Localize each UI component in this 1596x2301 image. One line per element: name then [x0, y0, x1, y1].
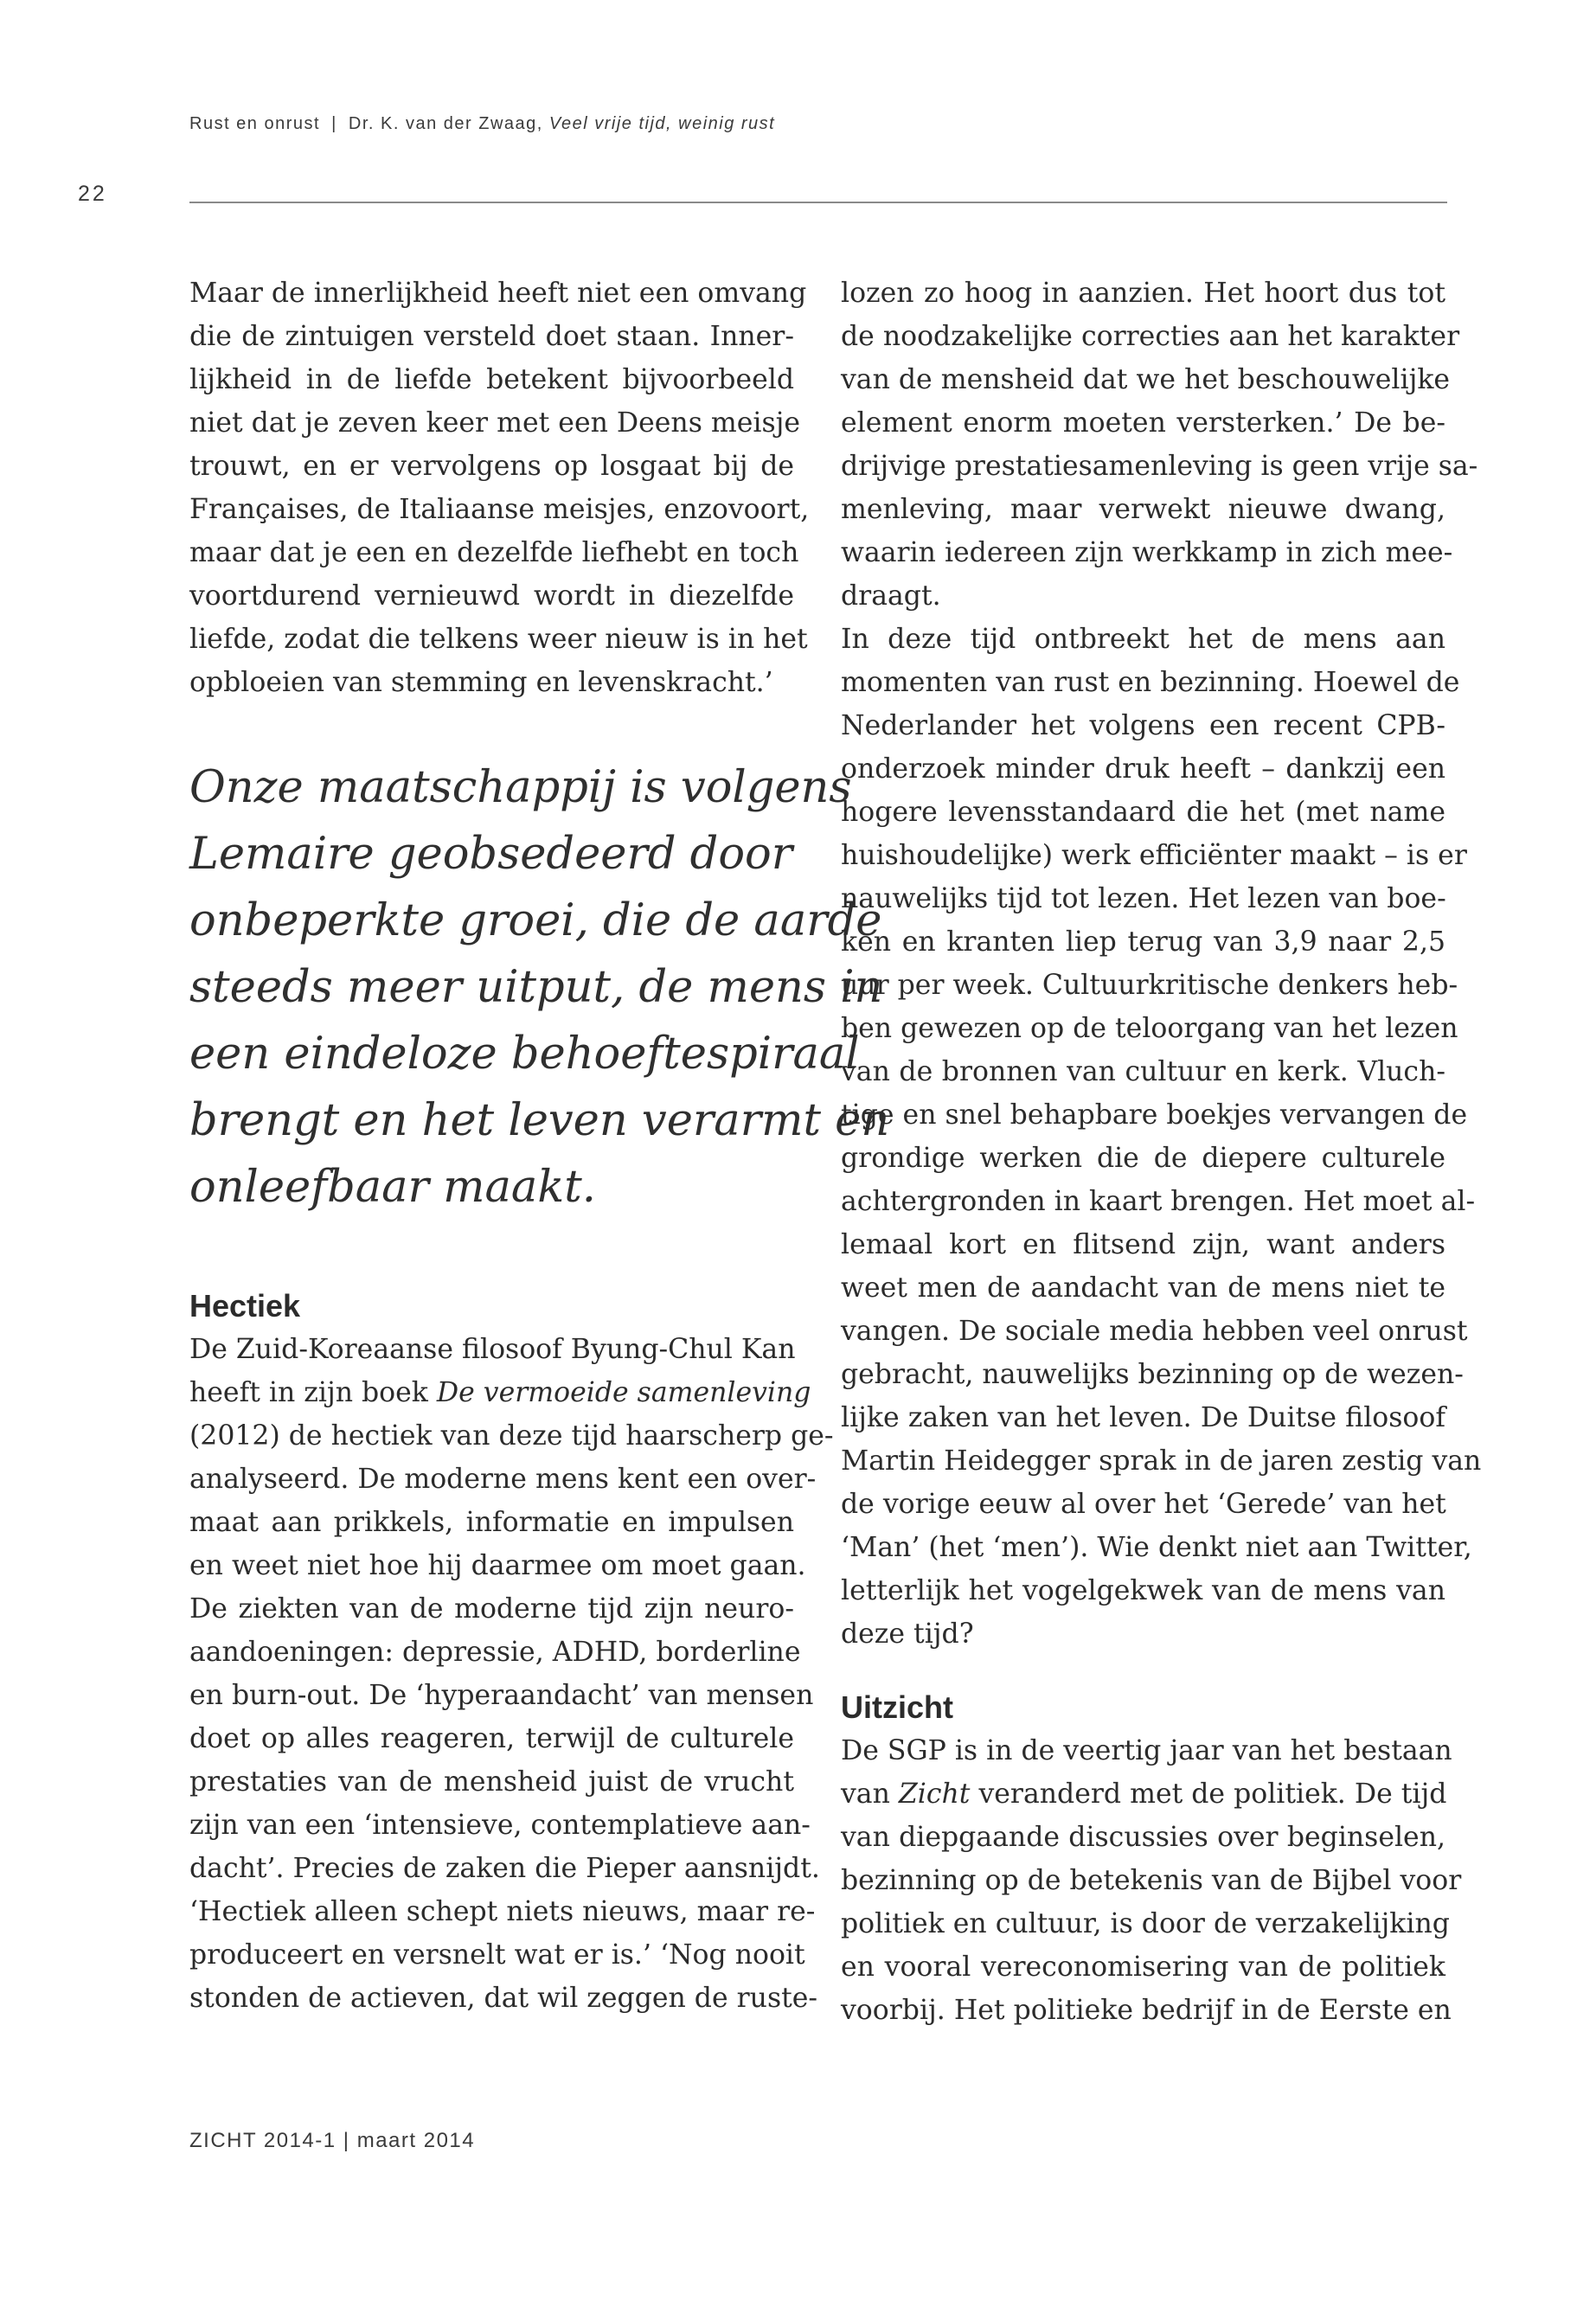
pull-quote-line: steeds meer uitput, de mens in: [189, 962, 883, 1013]
magazine-title: Zicht: [898, 1779, 971, 1810]
text-line: De Zuid-Koreaanse filosoof Byung-Chul Kan: [189, 1334, 796, 1365]
paragraph-continued: [841, 272, 1478, 618]
text-line: lemaal kort en flitsend zijn, want anders: [841, 1229, 1445, 1260]
page-footer: [189, 2129, 475, 2153]
text-line: de vorige eeuw al over het ‘Gerede’ van het: [841, 1489, 1446, 1520]
text-line: politiek en cultuur, is door de verzakelijking: [841, 1908, 1450, 1939]
text-line: Maar de innerlijkheid heeft niet een omvang: [189, 278, 807, 309]
text-line: ‘Man’ (het ‘men’). Wie denkt niet aan Twitter,: [841, 1532, 1472, 1563]
text-line: van de mensheid dat we het beschouwelijke: [841, 364, 1451, 395]
text-line: deze tijd?: [841, 1618, 974, 1650]
text-line: vangen. De sociale media hebben veel onrust: [841, 1316, 1468, 1347]
text-line: van diepgaande discussies over beginselen,: [841, 1822, 1445, 1853]
text-line: (2012) de hectiek van deze tijd haarscherp ge-: [189, 1420, 834, 1452]
text-line: ken en kranten liep terug van 3,9 naar 2,5: [841, 926, 1445, 958]
running-head: [189, 114, 775, 134]
text-line: De SGP is in de veertig jaar van het bestaan: [841, 1735, 1452, 1766]
text-line: van de bronnen van cultuur en kerk. Vluch-: [841, 1056, 1445, 1087]
text-line: prestaties van de mensheid juist de vrucht: [189, 1766, 794, 1798]
text-line: Nederlander het volgens een recent CPB-: [841, 710, 1445, 741]
pull-quote: [189, 754, 890, 1221]
paragraph-rust: [841, 618, 1482, 1656]
pull-quote-line: onleefbaar maakt.: [189, 1162, 596, 1213]
text-line: en vooral vereconomisering van de politiek: [841, 1952, 1445, 1983]
text-line: element enorm moeten versterken.’ De be-: [841, 407, 1445, 439]
text-line: onderzoek minder druk heeft – dankzij een: [841, 753, 1445, 785]
footer-separator: |: [343, 2129, 350, 2152]
text-line: ben gewezen op de teloorgang van het lezen: [841, 1013, 1458, 1044]
section-title: Rust en onrust: [189, 114, 321, 133]
publication-issue: ZICHT 2014-1: [189, 2129, 337, 2152]
text-line: menleving, maar verwekt nieuwe dwang,: [841, 494, 1445, 525]
text-line: letterlijk het vogelgekwek van de mens van: [841, 1575, 1445, 1606]
text-line: nauwelijks tijd tot lezen. Het lezen van boe-: [841, 883, 1446, 914]
text-line: [841, 1772, 1445, 1816]
text-line: tige en snel behapbare boekjes vervangen de: [841, 1099, 1468, 1131]
text-line: en weet niet hoe hij daarmee om moet gaan.: [189, 1550, 806, 1581]
text-line: drijvige prestatiesamenleving is geen vrije sa-: [841, 451, 1478, 482]
text-line: doet op alles reageren, terwijl de culturele: [189, 1723, 794, 1754]
text-line: niet dat je zeven keer met een Deens meisje: [189, 407, 801, 439]
text-line: ‘Hectiek alleen schept niets nieuws, maar re-: [189, 1896, 816, 1927]
text-line: lijkheid in de liefde betekent bijvoorbeeld: [189, 364, 794, 395]
page-number: 22: [78, 182, 107, 206]
text-line: en burn-out. De ‘hyperaandacht’ van mensen: [189, 1680, 814, 1711]
text-span: van: [841, 1779, 899, 1810]
text-line: gebracht, nauwelijks bezinning op de wezen-: [841, 1359, 1464, 1390]
text-line: voortdurend vernieuwd wordt in diezelfde: [189, 580, 794, 612]
text-line: momenten van rust en bezinning. Hoewel de: [841, 667, 1460, 698]
article-title: Veel vrije tijd, weinig rust: [548, 114, 776, 133]
section-heading-uitzicht: Uitzicht: [841, 1689, 953, 1725]
text-line: lozen zo hoog in aanzien. Het hoort dus tot: [841, 278, 1445, 309]
text-line: maar dat je een en dezelfde liefhebt en toch: [189, 537, 799, 568]
pull-quote-line: Onze maatschappij is volgens: [189, 762, 852, 813]
publication-date: maart 2014: [356, 2129, 476, 2152]
text-line: waarin iedereen zijn werkkamp in zich mee-: [841, 537, 1453, 568]
text-line: bezinning op de betekenis van de Bijbel voor: [841, 1865, 1462, 1896]
text-line: weet men de aandacht van de mens niet te: [841, 1272, 1445, 1304]
section-heading-hectiek: Hectiek: [189, 1288, 301, 1324]
text-span: heeft in zijn boek: [189, 1377, 437, 1408]
text-line: huishoudelijke) werk efficiënter maakt – is er: [841, 840, 1467, 871]
text-line: trouwt, en er vervolgens op losgaat bij de: [189, 451, 794, 482]
text-line: [189, 1371, 811, 1414]
text-line: aandoeningen: depressie, ADHD, borderline: [189, 1637, 801, 1668]
author-name: Dr. K. van der Zwaag,: [348, 114, 543, 133]
text-line: Françaises, de Italiaanse meisjes, enzovoort,: [189, 494, 810, 525]
header-rule: [189, 202, 1447, 203]
book-title: De vermoeide samenleving: [436, 1377, 811, 1408]
paragraph-hectiek: [189, 1328, 834, 2020]
paragraph-uitzicht: [841, 1729, 1462, 2032]
pull-quote-line: een eindeloze behoeftespiraal: [189, 1029, 860, 1080]
left-column: [189, 272, 890, 2020]
text-line: voorbij. Het politieke bedrijf in de Eerste en: [841, 1995, 1452, 2026]
text-line: maat aan prikkels, informatie en impulsen: [189, 1507, 794, 1538]
text-line: dacht’. Precies de zaken die Pieper aansnijdt.: [189, 1853, 820, 1884]
text-line: die de zintuigen versteld doet staan. Inner-: [189, 321, 794, 352]
right-column: [841, 272, 1482, 2032]
header-separator: |: [331, 114, 337, 133]
text-line: produceert en versnelt wat er is.’ ‘Nog nooit: [189, 1939, 805, 1971]
pull-quote-line: Lemaire geobsedeerd door: [189, 829, 793, 880]
section-gap: [841, 1656, 1445, 1686]
text-line: Martin Heidegger sprak in de jaren zestig van: [841, 1445, 1482, 1477]
text-line: de noodzakelijke correcties aan het karakter: [841, 321, 1460, 352]
text-line: In deze tijd ontbreekt het de mens aan: [841, 624, 1445, 655]
text-line: hogere levensstandaard die het (met name: [841, 797, 1445, 828]
text-line: achtergronden in kaart brengen. Het moet al-: [841, 1186, 1476, 1217]
text-line: uur per week. Cultuurkritische denkers heb-: [841, 970, 1458, 1001]
text-line: lijke zaken van het leven. De Duitse filosoof: [841, 1402, 1445, 1433]
text-line: liefde, zodat die telkens weer nieuw is in het: [189, 624, 808, 655]
text-line: opbloeien van stemming en levenskracht.’: [189, 667, 773, 698]
text-line: analyseerd. De moderne mens kent een over-: [189, 1464, 817, 1495]
text-line: draagt.: [841, 580, 941, 612]
text-line: grondige werken die de diepere culturele: [841, 1143, 1445, 1174]
text-line: De ziekten van de moderne tijd zijn neuro-: [189, 1593, 794, 1625]
text-span: veranderd met de politiek. De tijd: [970, 1779, 1447, 1810]
pull-quote-line: onbeperkte groei, die de aarde: [189, 895, 882, 946]
text-line: stonden de actieven, dat wil zeggen de ruste-: [189, 1983, 818, 2014]
pull-quote-line: brengt en het leven verarmt en: [189, 1095, 890, 1146]
paragraph-intro: [189, 272, 810, 704]
text-line: zijn van een ‘intensieve, contemplatieve aan-: [189, 1810, 811, 1841]
